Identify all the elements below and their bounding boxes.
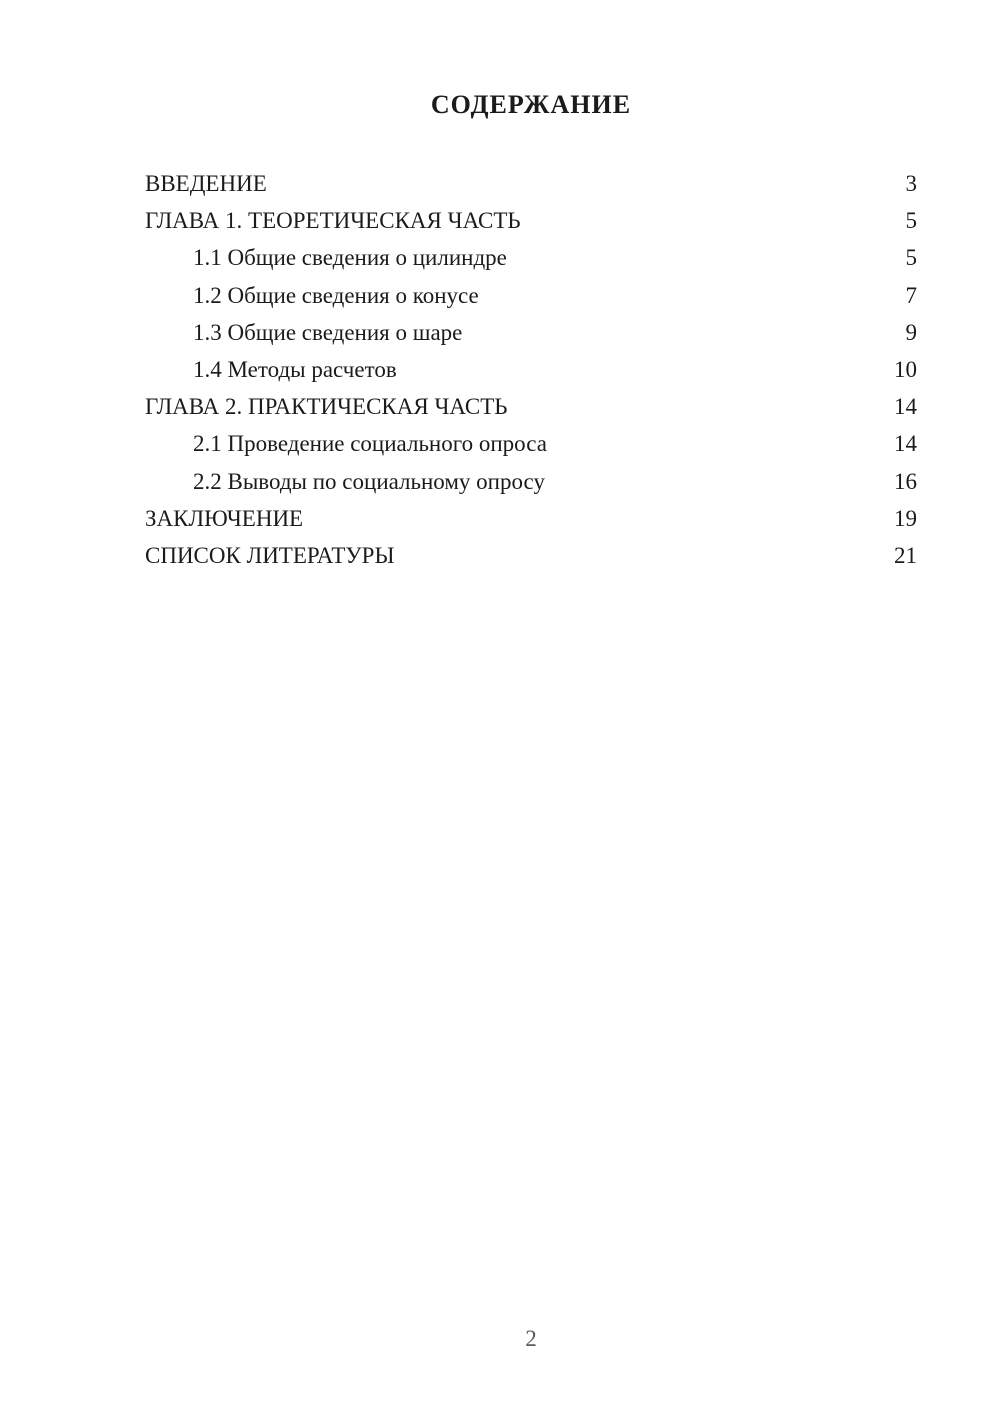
toc-entry — [145, 202, 917, 239]
toc-entry — [145, 500, 917, 537]
toc-entry — [145, 314, 917, 351]
table-of-contents — [145, 165, 917, 574]
toc-entry — [145, 425, 917, 462]
toc-entry-page: 5 — [905, 245, 917, 271]
footer-page-number: 2 — [525, 1326, 537, 1351]
toc-entry — [145, 277, 917, 314]
toc-entry-page: 21 — [894, 543, 917, 569]
toc-entry-label: ГЛАВА 2. ПРАКТИЧЕСКАЯ ЧАСТЬ — [145, 394, 508, 420]
toc-entry-label: 2.2 Выводы по социальному опросу — [193, 468, 545, 494]
toc-entry-label: ЗАКЛЮЧЕНИЕ — [145, 505, 304, 531]
toc-entry-label: ВВЕДЕНИЕ — [145, 171, 267, 196]
toc-entry-page: 7 — [905, 282, 917, 308]
toc-entry-page: 3 — [905, 171, 917, 196]
toc-entry-label: ГЛАВА 1. ТЕОРЕТИЧЕСКАЯ ЧАСТЬ — [145, 208, 521, 234]
toc-entry-label: 2.1 Проведение социального опроса — [193, 431, 547, 457]
toc-entry-label: 1.3 Общие сведения о шаре — [193, 319, 463, 345]
toc-entry — [145, 239, 917, 276]
toc-entry-page: 14 — [894, 394, 917, 420]
toc-entry-page: 9 — [905, 319, 917, 345]
toc-entry-label: 1.4 Методы расчетов — [193, 357, 397, 383]
toc-entry-label: СПИСОК ЛИТЕРАТУРЫ — [145, 543, 395, 569]
toc-entry-label: 1.1 Общие сведения о цилиндре — [193, 245, 507, 271]
toc-entry — [145, 351, 917, 388]
toc-entry-page: 10 — [894, 357, 917, 383]
toc-entry — [145, 388, 917, 425]
toc-entry-label: 1.2 Общие сведения о конусе — [193, 282, 479, 308]
page-title: СОДЕРЖАНИЕ — [430, 90, 632, 119]
toc-entry-page: 14 — [894, 431, 917, 457]
toc-entry — [145, 165, 917, 202]
toc-entry-page: 16 — [894, 468, 917, 494]
toc-entry-page: 5 — [905, 208, 917, 234]
toc-entry-page: 19 — [894, 505, 917, 531]
toc-entry — [145, 463, 917, 500]
page-content — [145, 0, 917, 574]
toc-entry — [145, 537, 917, 574]
